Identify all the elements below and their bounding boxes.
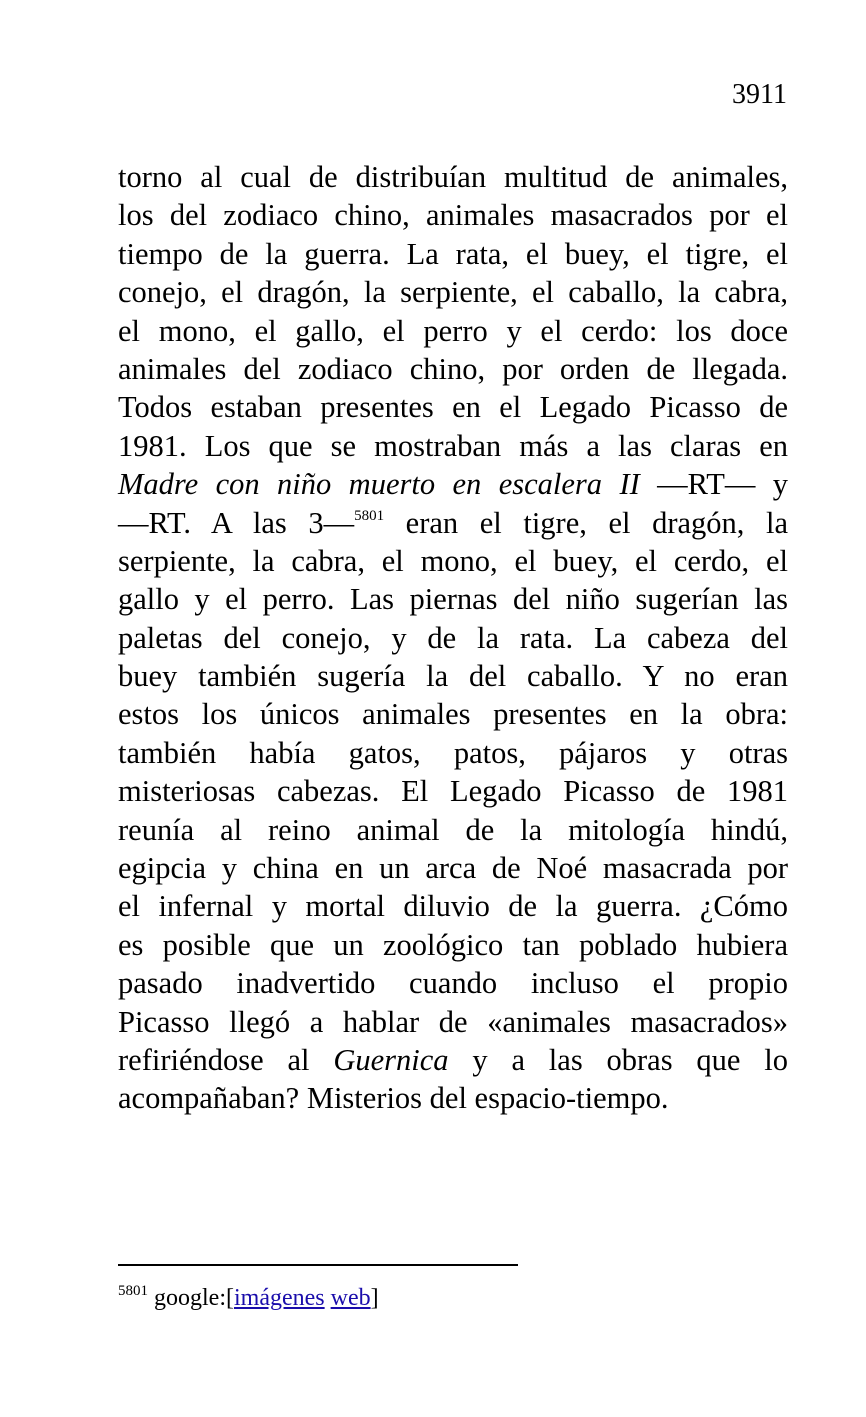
images-link[interactable]: imágenes <box>233 1285 325 1311</box>
text-line: el infernal y mortal diluvio de la guerra. ¿Cómo <box>118 889 788 924</box>
text-fragment: —RT— y <box>639 467 788 502</box>
text-line: los del zodiaco chino, animales masacrados por el <box>118 198 788 233</box>
text-line: tiempo de la guerra. La rata, el buey, el tigre, el <box>118 236 788 271</box>
text-line: conejo, el dragón, la serpiente, el caballo, la cabra, <box>118 275 788 310</box>
text-line <box>118 1041 788 1079</box>
text-line: egipcia y china en un arca de Noé masacrada por <box>118 851 788 886</box>
text-fragment: y a las obras que lo <box>448 1042 788 1077</box>
artwork-title: Madre con niño muerto en escalera II <box>118 467 640 502</box>
text-line: el mono, el gallo, el perro y el cerdo: los doce <box>118 313 788 348</box>
footnote-reference[interactable]: 5801 <box>354 507 385 524</box>
web-link[interactable]: web <box>330 1285 371 1311</box>
text-line: es posible que un zoológico tan poblado hubiera <box>118 927 788 962</box>
footnote-divider <box>118 1264 518 1266</box>
text-line: acompañaban? Misterios del espacio-tiempo. <box>118 1081 669 1116</box>
footnote <box>118 1282 379 1314</box>
artwork-title: Guernica <box>333 1042 449 1077</box>
text-line: serpiente, la cabra, el mono, el buey, el cerdo, el <box>118 543 788 578</box>
text-fragment: eran el tigre, el dragón, la <box>384 505 788 540</box>
text-line <box>118 465 788 503</box>
text-line: también había gatos, patos, pájaros y otras <box>118 735 788 770</box>
text-line: reunía al reino animal de la mitología hindú, <box>118 812 788 847</box>
text-line <box>118 504 788 542</box>
text-line: estos los únicos animales presentes en la obra: <box>118 697 788 732</box>
page-number: 3911 <box>732 79 787 110</box>
text-line: 1981. Los que se mostraban más a las claras en <box>118 428 788 463</box>
footnote-number: 5801 <box>118 1283 148 1299</box>
text-line: animales del zodiaco chino, por orden de llegada. <box>118 351 788 386</box>
footnote-suffix: ] <box>370 1285 379 1311</box>
text-line: gallo y el perro. Las piernas del niño sugerían las <box>118 582 788 617</box>
text-line: paletas del conejo, y de la rata. La cabeza del <box>118 620 788 655</box>
text-fragment: —RT. A las 3— <box>118 505 355 540</box>
text-line: Todos estaban presentes en el Legado Picasso de <box>118 390 788 425</box>
text-fragment: refiriéndose al <box>118 1042 334 1077</box>
text-line: torno al cual de distribuían multitud de animales, <box>118 160 788 194</box>
body-text <box>118 158 788 1118</box>
text-line: misteriosas cabezas. El Legado Picasso de 1981 <box>118 774 788 809</box>
text-line: pasado inadvertido cuando incluso el propio <box>118 966 788 1001</box>
text-line: buey también sugería la del caballo. Y no eran <box>118 659 788 694</box>
footnote-prefix: google:[ <box>154 1285 234 1311</box>
text-line: Picasso llegó a hablar de «animales masacrados» <box>118 1004 788 1039</box>
